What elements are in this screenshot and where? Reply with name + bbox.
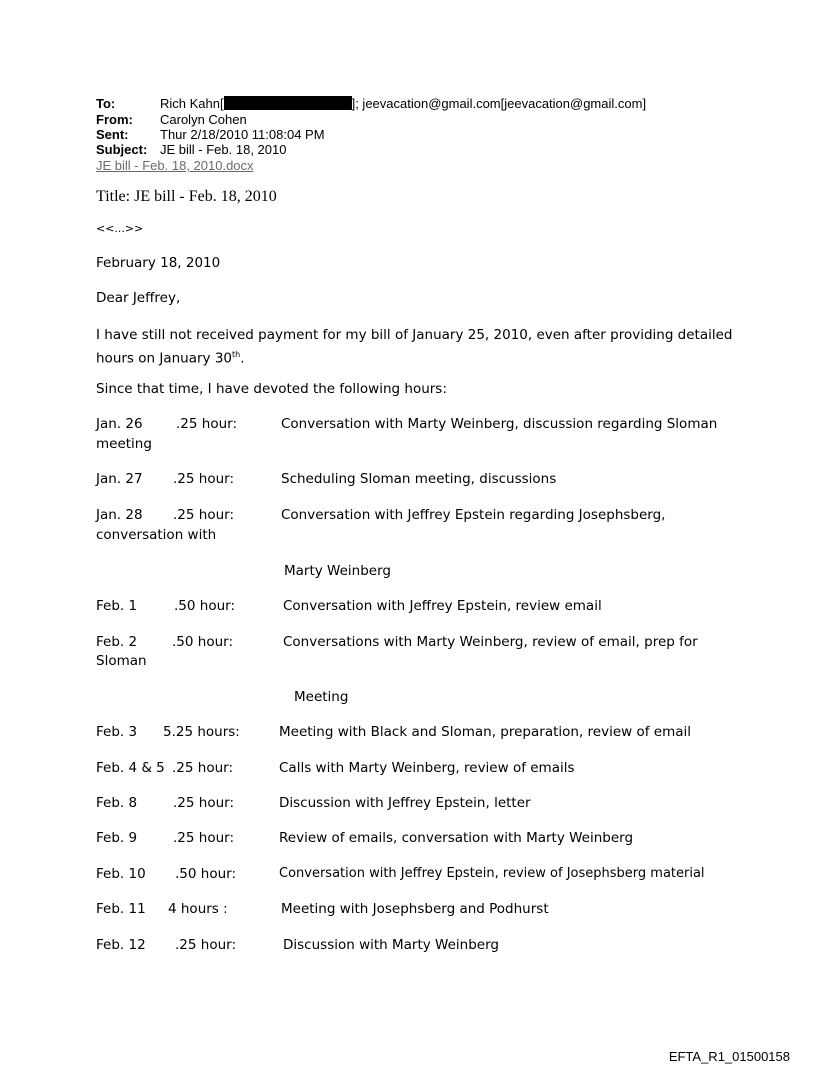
- embed-marker: <<...>>: [96, 222, 144, 235]
- superscript-th: th: [232, 350, 241, 359]
- salutation: Dear Jeffrey,: [96, 290, 181, 306]
- entry-date: Feb. 10: [96, 866, 146, 882]
- from-value: Carolyn Cohen: [160, 112, 247, 127]
- entry-wrap: conversation with: [96, 527, 217, 543]
- to-value: [160, 96, 646, 111]
- entry-date: Feb. 12: [96, 937, 146, 953]
- entry-date: Feb. 4 & 5: [96, 760, 165, 776]
- to-label: To:: [96, 96, 116, 111]
- attachment-link[interactable]: JE bill - Feb. 18, 2010.docx: [96, 158, 254, 173]
- entry-wrap: Sloman: [96, 653, 147, 669]
- entry-description: Meeting with Josephsberg and Podhurst: [281, 901, 549, 917]
- entry-date: Feb. 1: [96, 598, 138, 614]
- entry-description: Conversation with Jeffrey Epstein, review of Josephsberg material: [279, 866, 705, 881]
- entry-continuation: Marty Weinberg: [284, 563, 391, 579]
- entry-hours: 4 hours :: [168, 901, 228, 917]
- to-name: Rich Kahn[: [160, 96, 224, 111]
- entry-hours: 5.25 hours:: [163, 724, 240, 740]
- subject-value: JE bill - Feb. 18, 2010: [160, 142, 287, 157]
- document-title: Title: JE bill - Feb. 18, 2010: [96, 188, 277, 205]
- entry-hours: .25 hour:: [173, 471, 234, 487]
- entry-hours: .25 hour:: [176, 416, 237, 432]
- entry-continuation: Meeting: [294, 689, 349, 705]
- entry-hours: .25 hour:: [173, 830, 234, 846]
- entry-hours: .25 hour:: [172, 760, 233, 776]
- entry-hours: .25 hour:: [173, 795, 234, 811]
- entry-description: Calls with Marty Weinberg, review of emails: [279, 760, 575, 776]
- entry-date: Feb. 8: [96, 795, 138, 811]
- entry-description: Conversation with Jeffrey Epstein, review email: [283, 598, 602, 614]
- subject-row: [96, 142, 696, 157]
- sent-value: Thur 2/18/2010 11:08:04 PM: [160, 127, 325, 142]
- entry-hours: .50 hour:: [172, 634, 233, 650]
- entry-description: Meeting with Black and Sloman, preparation, review of email: [279, 724, 692, 740]
- sent-label: Sent:: [96, 127, 129, 142]
- letter-date: February 18, 2010: [96, 255, 221, 271]
- entry-date: Jan. 28: [96, 507, 143, 523]
- entry-date: Feb. 11: [96, 901, 146, 917]
- to-row: [96, 96, 696, 111]
- entry-date: Feb. 9: [96, 830, 138, 846]
- entry-hours: .50 hour:: [175, 866, 236, 882]
- document-id: EFTA_R1_01500158: [668, 1049, 790, 1064]
- entry-description: Conversations with Marty Weinberg, review of email, prep for: [283, 634, 698, 650]
- entry-date: Feb. 2: [96, 634, 138, 650]
- paragraph-hours-intro: Since that time, I have devoted the following hours:: [96, 381, 447, 397]
- entry-wrap: meeting: [96, 436, 152, 452]
- entry-description: Discussion with Jeffrey Epstein, letter: [279, 795, 531, 811]
- entry-hours: .25 hour:: [175, 937, 236, 953]
- from-row: [96, 112, 696, 127]
- subject-label: Subject:: [96, 142, 148, 157]
- sent-row: [96, 127, 696, 142]
- paragraph-payment-end: .: [240, 350, 245, 367]
- entry-date: Feb. 3: [96, 724, 138, 740]
- redaction-box: [224, 96, 352, 110]
- from-label: From:: [96, 112, 133, 127]
- entry-date: Jan. 26: [96, 416, 143, 432]
- entry-date: Jan. 27: [96, 471, 143, 487]
- paragraph-payment: [96, 325, 736, 369]
- entry-description: Review of emails, conversation with Marty Weinberg: [279, 830, 634, 846]
- entry-description: Scheduling Sloman meeting, discussions: [281, 471, 557, 487]
- paragraph-payment-text: I have still not received payment for my bill of January 25, 2010, even after providing detailed hours on January 30: [96, 327, 733, 367]
- entry-description: Discussion with Marty Weinberg: [283, 937, 499, 953]
- entry-hours: .50 hour:: [174, 598, 235, 614]
- entry-description: Conversation with Jeffrey Epstein regarding Josephsberg,: [281, 507, 666, 523]
- entry-description: Conversation with Marty Weinberg, discussion regarding Sloman: [281, 416, 718, 432]
- to-rest: ]; jeevacation@gmail.com[jeevacation@gmail.com]: [351, 96, 647, 111]
- entry-hours: .25 hour:: [173, 507, 234, 523]
